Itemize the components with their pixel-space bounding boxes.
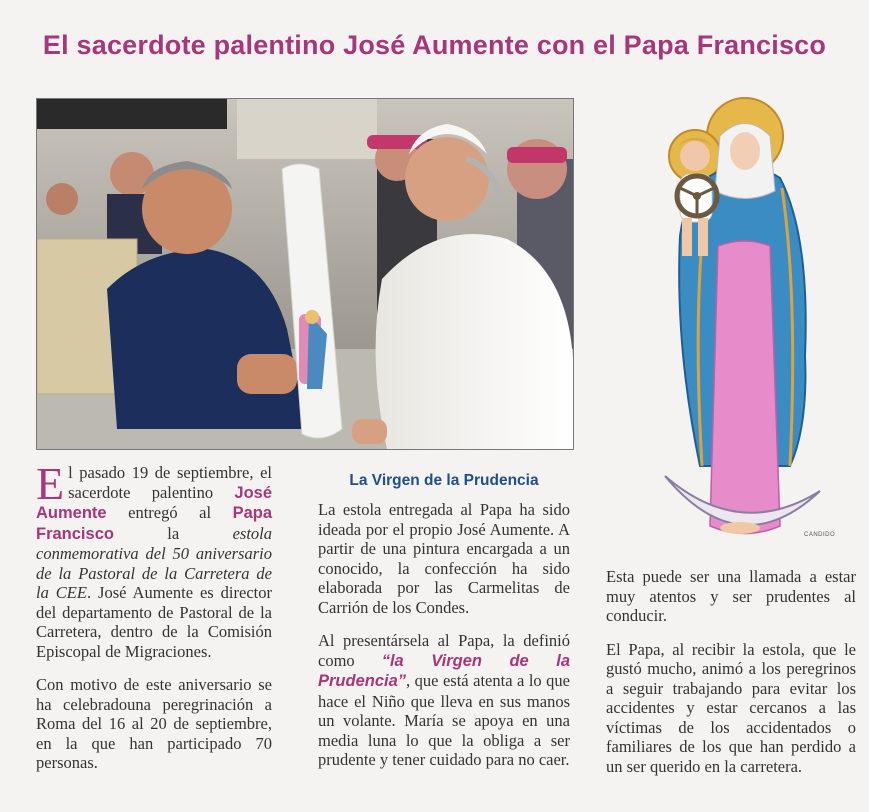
column1-text-2: entregó al (106, 503, 233, 522)
quote-virgen-prudencia: “la Virgen de la Prudencia” (318, 651, 570, 690)
section-subheading: La Virgen de la Prudencia (349, 472, 539, 489)
article-column-3 (606, 567, 856, 790)
column2-text-2: , que está atenta a lo que hace el Niño que lleva en sus manos un volante. María se apoya en una media luna lo que la obliga a ser prudente y tener cuidado para no caer. (318, 671, 570, 769)
column2-text-1: Al presentársela al Papa, la definió como (318, 631, 570, 670)
drop-cap: E (36, 458, 65, 509)
column1-text-4: . José Aumente es director del departamento de Pastoral de la Carretera, dentro de la Comisión Episcopal de Migraciones. (36, 583, 272, 661)
column1-italic-text: estola conmemorativa del 50 aniversario de la Pastoral de la Carretera de la CEE (36, 523, 272, 602)
virgin-of-prudence-illustration (640, 96, 860, 556)
column2-paragraph-2 (318, 631, 570, 770)
column3-paragraph-1: Esta puede ser una llamada a estar muy atentos y ser prudentes al conducir. (606, 567, 856, 625)
column1-paragraph-2: Con motivo de este aniversario se ha celebradouna peregrinación a Roma del 16 al 20 de septiembre, en la que han participado 70 personas. (36, 675, 272, 772)
column3-paragraph-2: El Papa, al recibir la estola, que le gustó mucho, animó a los peregrinos a seguir trabajando para evitar los accidentes y estar cercanos a las víctimas de los accidentados o familiares de los que han perdido a un ser querido en la carretera. (606, 639, 856, 776)
column1-text-1: l pasado 19 de septiembre, el sacerdote palentino (68, 463, 272, 502)
virgin-figure (640, 96, 860, 556)
name-jose-aumente: José Aumente (36, 483, 272, 522)
column2-paragraph-1: La estola entregada al Papa ha sido ideada por el propio José Aumente. A partir de una pintura encargada a un conocido, la confección ha sido elaborada por las Carmelitas de Carrión de los Condes. (318, 500, 570, 617)
column1-paragraph-1 (36, 458, 272, 661)
column1-text-3: la (113, 523, 233, 543)
page-title: El sacerdote palentino José Aumente con el Papa Francisco (42, 30, 827, 60)
photo-illustration (37, 99, 573, 449)
article-column-2 (318, 500, 570, 784)
article-column-1 (36, 458, 272, 787)
artist-signature: CANDIDO (804, 532, 836, 538)
photo-priest-with-pope (36, 98, 574, 450)
name-papa-francisco: Papa Francisco (36, 504, 272, 543)
